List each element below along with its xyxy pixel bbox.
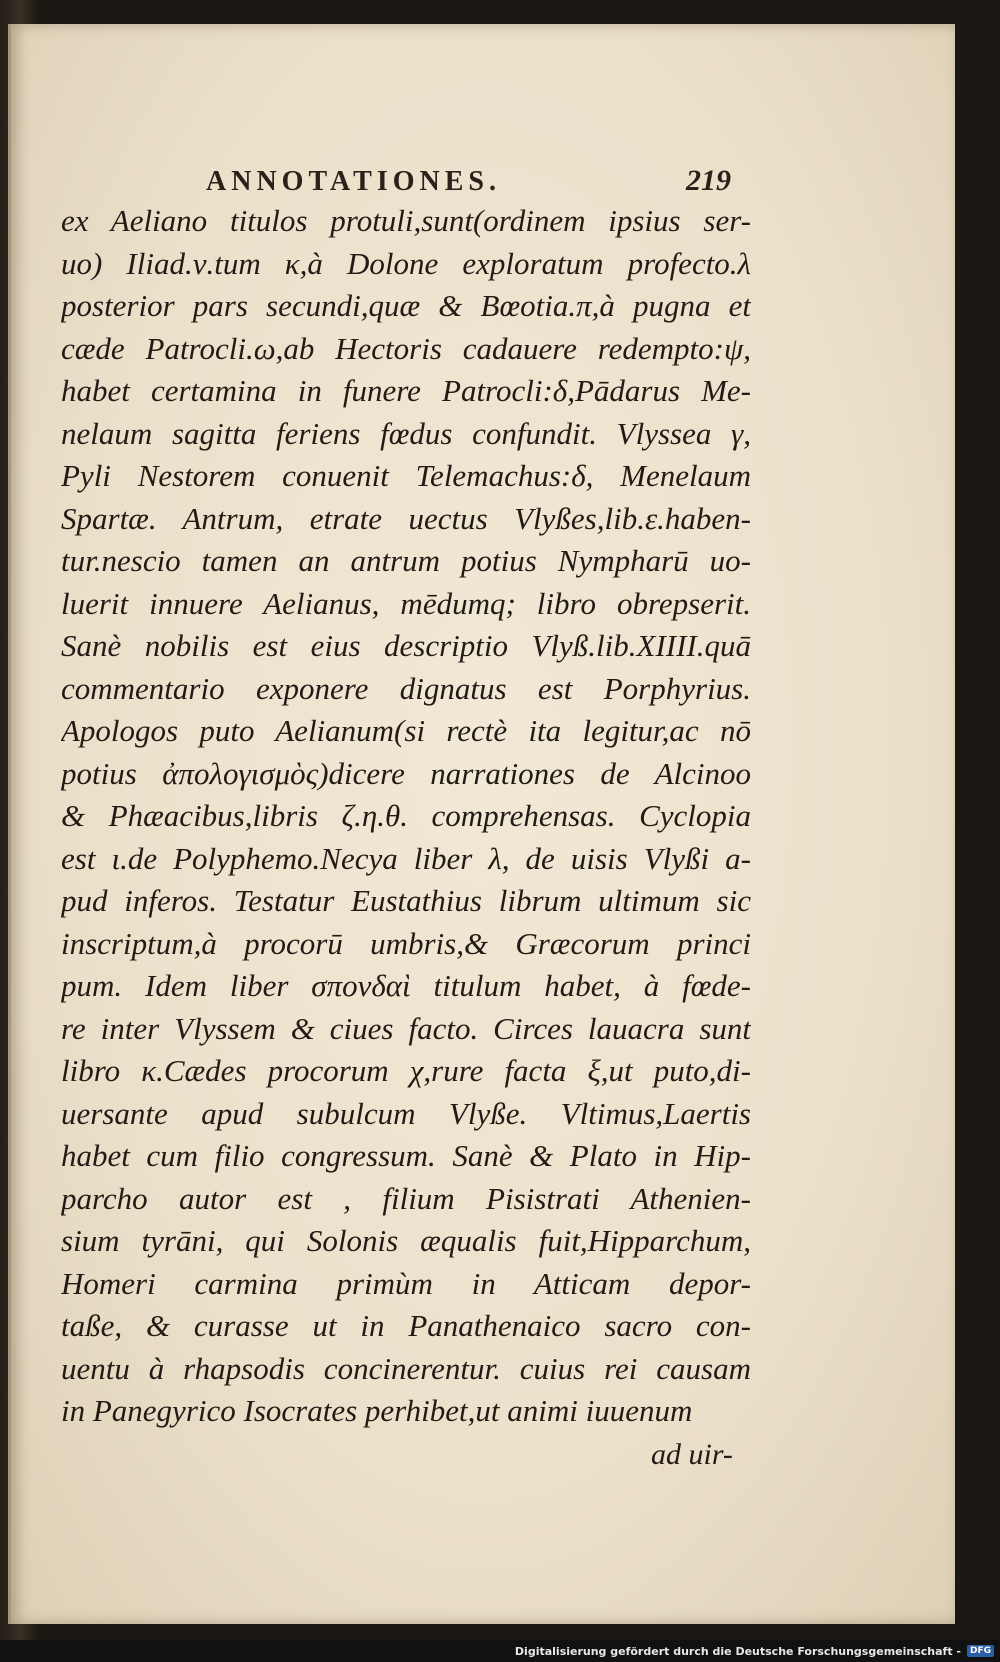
text-line: posterior pars secundi,quæ & Bœotia.π,à pugna et	[61, 288, 751, 323]
text-line: est ι.de Polyphemo.Necya liber λ, de uisis Vlyßi a-	[61, 840, 751, 876]
text-line: Spartæ. Antrum, etrate uectus Vlyßes,lib.ε.haben-	[61, 500, 751, 536]
dfg-logo: DFG	[967, 1645, 994, 1657]
text-line: Sanè nobilis est eius descriptio Vlyß.lib.XIIII.quā	[61, 628, 751, 663]
text-line: habet cum filio congressum. Sanè & Plato in Hip-	[61, 1138, 751, 1173]
text-line: Homeri carmina primùm in Atticam depor-	[61, 1265, 751, 1301]
text-line: in Panegyrico Isocrates perhibet,ut animi iuuenum	[61, 1393, 693, 1428]
text-line: uo) Iliad.ν.tum κ,à Dolone exploratum profecto.λ	[61, 245, 751, 281]
page-header	[206, 164, 731, 198]
text-line: parcho autor est , filium Pisistrati Athenien-	[61, 1180, 751, 1216]
text-line: cæde Patrocli.ω,ab Hectoris cadauere redempto:ψ,	[61, 330, 751, 366]
text-line: inscriptum,à procorū umbris,& Græcorum princi	[61, 925, 751, 961]
footer-bar	[0, 1640, 1000, 1662]
catchword: ad uir-	[651, 1438, 733, 1471]
text-line: pud inferos. Testatur Eustathius librum ultimum sic	[61, 883, 751, 918]
text-line: luerit innuere Aelianus, mēdumq; libro obrepserit.	[61, 585, 751, 621]
funding-credit: Digitalisierung gefördert durch die Deutsche Forschungsgemeinschaft -	[514, 1644, 961, 1658]
text-line: commentario exponere dignatus est Porphyrius.	[61, 670, 751, 706]
text-line: re inter Vlyssem & ciues facto. Circes lauacra sunt	[61, 1010, 751, 1046]
text-line: habet certamina in funere Patrocli:δ,Pādarus Me-	[61, 373, 751, 408]
book-page	[8, 24, 955, 1624]
text-line: uersante apud subulcum Vlyße. Vltimus,Laertis	[61, 1095, 751, 1131]
text-line: libro κ.Cædes procorum χ,rure facta ξ,ut puto,di-	[61, 1053, 751, 1088]
text-line: potius ἀπολογισμὸς)dicere narrationes de Alcinoo	[61, 755, 751, 791]
text-line: Pyli Nestorem conuenit Telemachus:δ, Menelaum	[61, 458, 751, 493]
text-line: taße, & curasse ut in Panathenaico sacro con-	[61, 1308, 751, 1343]
text-line: pum. Idem liber σπονδαὶ titulum habet, à fœde-	[61, 968, 751, 1003]
body-text	[61, 200, 751, 1433]
text-line: & Phæacibus,libris ζ.η.θ. comprehensas. Cyclopia	[61, 798, 751, 833]
text-line: Apologos puto Aelianum(si rectè ita legitur,ac nō	[61, 713, 751, 748]
text-line: nelaum sagitta feriens fœdus confundit. Vlyssea γ,	[61, 415, 751, 451]
page-number: 219	[686, 164, 731, 197]
text-line: uentu à rhapsodis concinerentur. cuius rei causam	[61, 1350, 751, 1386]
text-line: sium tyrāni, qui Solonis æqualis fuit,Hipparchum,	[61, 1223, 751, 1258]
running-head: ANNOTATIONES.	[206, 166, 502, 197]
text-line: tur.nescio tamen an antrum potius Nympharū uo-	[61, 543, 751, 578]
text-line: ex Aeliano titulos protuli,sunt(ordinem ipsius ser-	[61, 203, 751, 238]
